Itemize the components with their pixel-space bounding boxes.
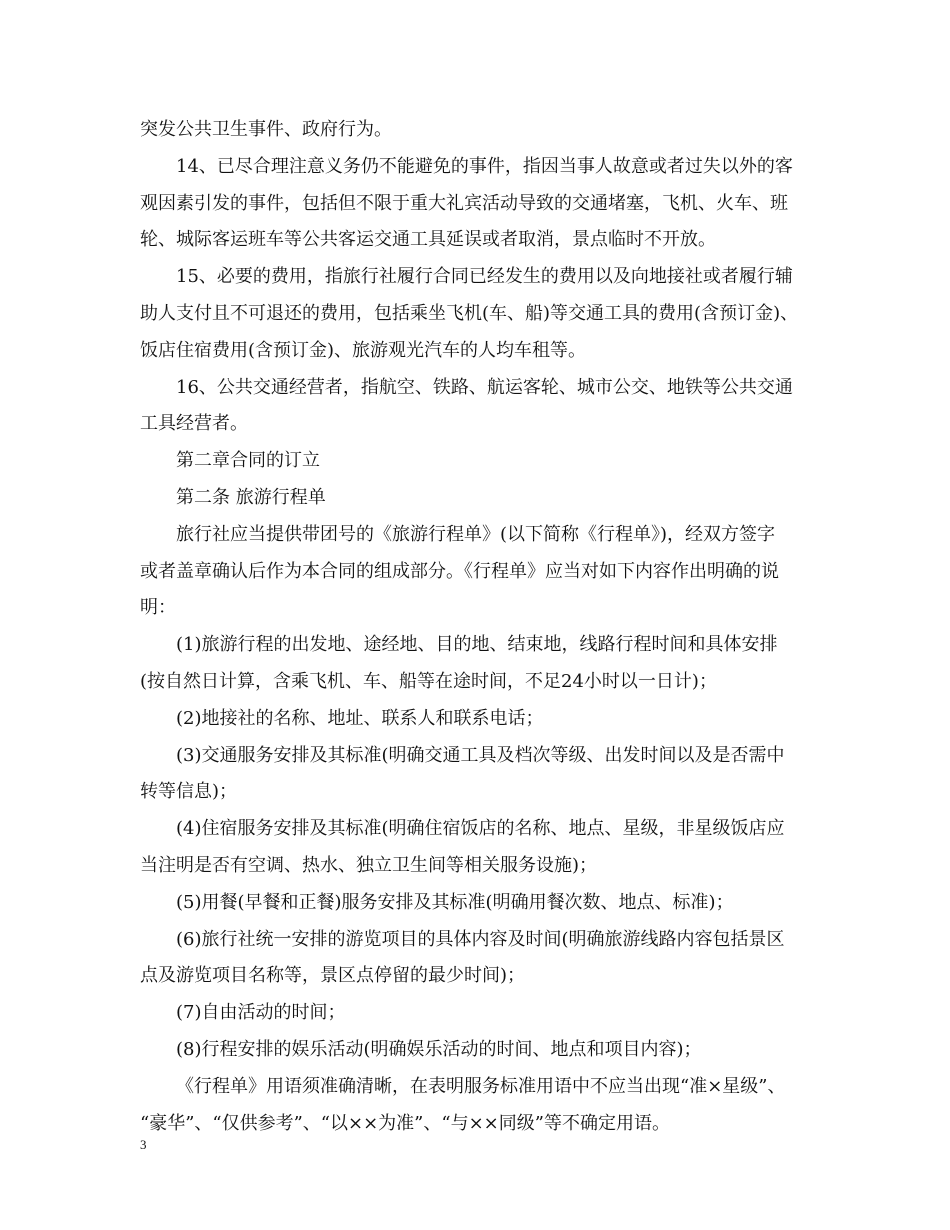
text-line: “豪华”、“仅供参考”、“以××为准”、“与××同级”等不确定用语。 <box>140 1112 670 1134</box>
text-line: 观因素引发的事件，包括但不限于重大礼宾活动导致的交通堵塞，飞机、火车、班 <box>140 192 788 214</box>
body-text <box>140 112 820 1142</box>
text-line: 明： <box>140 597 176 619</box>
text-line: (按自然日计算，含乘飞机、车、船等在途时间，不足24小时以一日计)； <box>140 670 717 692</box>
text-line: 当注明是否有空调、热水、独立卫生间等相关服务设施)； <box>140 854 598 876</box>
page-number: 3 <box>140 1137 147 1152</box>
text-line: (1)旅游行程的出发地、途经地、目的地、结束地，线路行程时间和具体安排 <box>176 634 778 656</box>
text-line: 或者盖章确认后作为本合同的组成部分。《行程单》应当对如下内容作出明确的说 <box>140 560 779 582</box>
text-line: (2)地接社的名称、地址、联系人和联系电话； <box>176 707 544 729</box>
text-line: 《行程单》用语须准确清晰，在表明服务标准用语中不应当出现“准×星级”、 <box>176 1075 786 1097</box>
text-line: (3)交通服务安排及其标准(明确交通工具及档次等级、出发时间以及是否需中 <box>176 744 785 766</box>
text-line: 饭店住宿费用(含预订金)、旅游观光汽车的人均车租等。 <box>140 339 587 361</box>
text-line: 第二章合同的订立 <box>176 450 320 472</box>
text-line: (4)住宿服务安排及其标准(明确住宿饭店的名称、地点、星级，非星级饭店应 <box>176 818 785 840</box>
text-line: (8)行程安排的娱乐活动(明确娱乐活动的时间、地点和项目内容)； <box>176 1038 702 1060</box>
text-line: 突发公共卫生事件、政府行为。 <box>140 119 392 140</box>
text-line: (5)用餐(早餐和正餐)服务安排及其标准(明确用餐次数、地点、标准)； <box>176 891 734 913</box>
text-line: 15、必要的费用，指旅行社履行合同已经发生的费用以及向地接社或者履行辅 <box>176 266 793 288</box>
text-line: 转等信息)； <box>140 781 238 803</box>
text-line: 旅行社应当提供带团号的《旅游行程单》(以下简称《行程单》)，经双方签字 <box>176 523 776 545</box>
text-line: 14、已尽合理注意义务仍不能避免的事件，指因当事人故意或者过失以外的客 <box>176 155 793 177</box>
text-line: 第二条 旅游行程单 <box>176 486 326 508</box>
text-line: 工具经营者。 <box>140 413 248 435</box>
text-line: 点及游览项目名称等，景区点停留的最少时间)； <box>140 965 526 987</box>
text-line: (7)自由活动的时间； <box>176 1002 346 1024</box>
text-line: 16、公共交通经营者，指航空、铁路、航运客轮、城市公交、地铁等公共交通 <box>176 376 793 398</box>
text-line: 助人支付且不可退还的费用，包括乘坐飞机(车、船)等交通工具的费用(含预订金)、 <box>140 302 799 324</box>
text-line: 轮、城际客运班车等公共客运交通工具延误或者取消，景点临时不开放。 <box>140 229 716 251</box>
text-line: (6)旅行社统一安排的游览项目的具体内容及时间(明确旅游线路内容包括景区 <box>176 928 785 950</box>
